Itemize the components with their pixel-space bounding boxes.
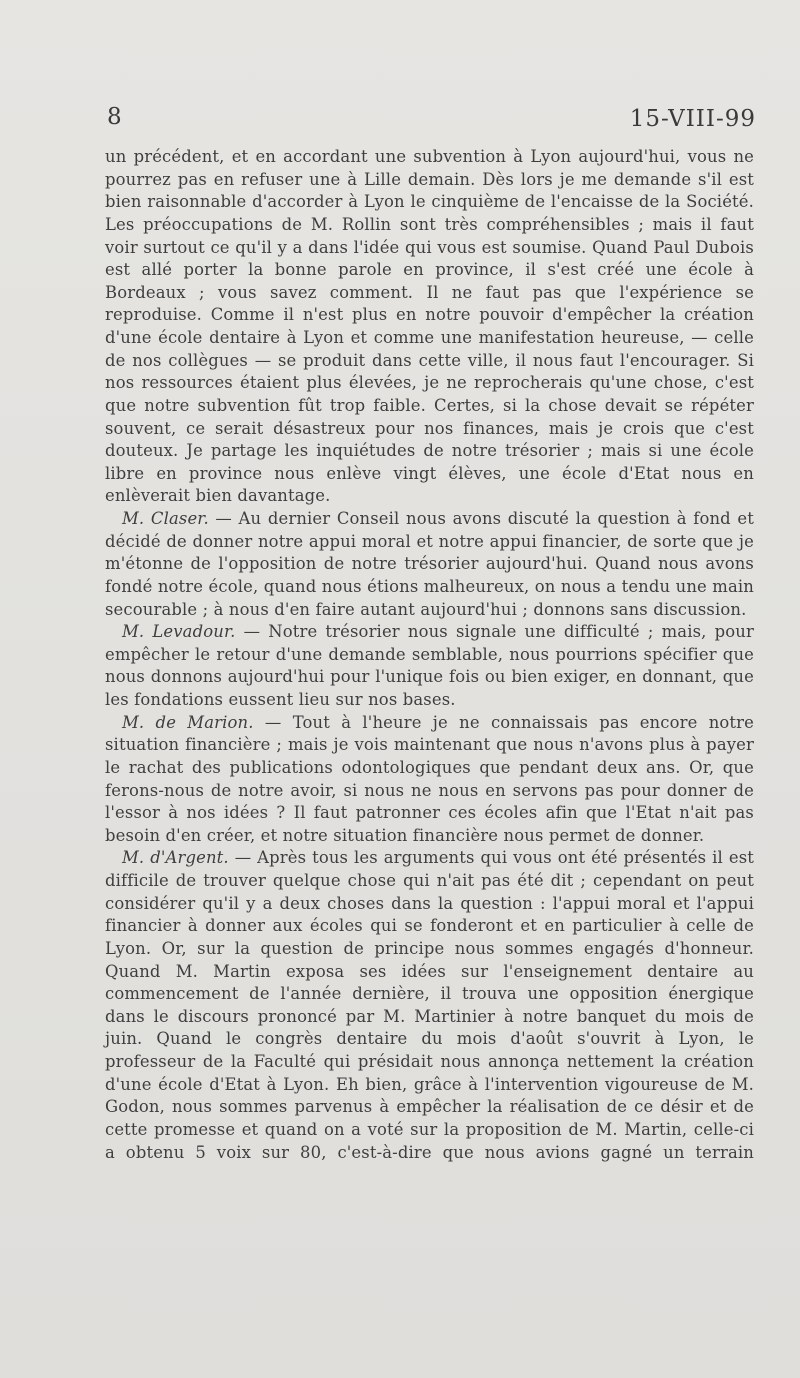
page-header — [104, 100, 756, 134]
body-text — [105, 146, 754, 1164]
session-date: 15-VIII-99 — [629, 106, 756, 132]
paragraph-text: — Tout à l'heure je ne connaissais pas encore notre situation financière ; mais je vois maintenant que nous n'avons plus à payer le rachat des publications odontologiques que pendant deux ans. Or, que ferons-nous de notre avoir, si nous ne nous en servons pas pour donner de l'essor à nos idées ? Il faut patronner ces écoles afin que l'Etat n'ait pas besoin d'en créer, et notre situation financière nous permet de donner. — [105, 712, 754, 845]
paragraph — [105, 146, 754, 508]
paragraph — [105, 508, 754, 621]
paragraph — [105, 712, 754, 848]
paragraph — [105, 621, 754, 712]
paragraph-text: un précédent, et en accordant une subvention à Lyon aujourd'hui, vous ne pourrez pas en refuser une à Lille demain. Dès lors je me demande s'il est bien raisonnable d'accorder à Lyon le cinquième de l'encaisse de la Société. Les préoccupations de M. Rollin sont très compréhensibles ; mais il faut voir surtout ce qu'il y a dans l'idée qui vous est soumise. Quand Paul Dubois est allé porter la bonne parole en province, il s'est créé une école à Bordeaux ; vous savez comment. Il ne faut pas que l'expérience se reproduise. Comme il n'est plus en notre pouvoir d'empêcher la création d'une école dentaire à Lyon et comme une manifestation heureuse, — celle de nos collègues — se produit dans cette ville, il nous faut l'encourager. Si nos ressources étaient plus élevées, je ne reprocherais qu'une chose, c'est que notre subvention fût trop faible. Certes, si la chose devait se répéter souvent, ce serait désastreux pour nos finances, mais je crois que c'est douteux. Je partage les inquiétudes de notre trésorier ; mais si une école libre en province nous enlève vingt élèves, une école d'Etat nous en enlèverait bien davantage. — [105, 147, 754, 506]
speaker-name: M. d'Argent. — [122, 848, 229, 868]
speaker-name: M. de Marion. — [122, 712, 254, 732]
paragraph-text: — Notre trésorier nous signale une difficulté ; mais, pour empêcher le retour d'une demande semblable, nous pourrions spécifier que nous donnons aujourd'hui pour l'unique fois ou bien exiger, en donnant, que les fondations eussent lieu sur nos bases. — [105, 622, 754, 709]
speaker-name: M. Claser. — [122, 509, 209, 528]
page-number: 8 — [107, 104, 122, 130]
paragraph-text: — Au dernier Conseil nous avons discuté la question à fond et décidé de donner notre appui moral et notre appui financier, de sorte que je m'étonne de l'opposition de notre trésorier aujourd'hui. Quand nous avons fondé notre école, quand nous étions malheureux, on nous a tendu une main secourable ; à nous d'en faire autant aujourd'hui ; donnons sans discussion. — [105, 509, 754, 619]
speaker-name: M. Levadour. — [122, 622, 236, 642]
paragraph — [105, 847, 754, 1164]
paragraph-text: — Après tous les arguments qui vous ont été présentés il est difficile de trouver quelque chose qui n'ait pas été dit ; cependant on peut considérer qu'il y a deux choses dans la question : l'appui moral et l'appui financier à donner aux écoles qui se fonderont et en particulier à celle de Lyon. Or, sur la question de principe nous sommes engagés d'honneur. Quand M. Martin exposa ses idées sur l'enseignement dentaire au commencement de l'année dernière, il trouva une opposition énergique dans le discours prononcé par M. Martinier à notre banquet du mois de juin. Quand le congrès dentaire du mois d'août s'ouvrit à Lyon, le professeur de la Faculté qui présidait nous annonça nettement la création d'une école d'Etat à Lyon. Eh bien, grâce à l'intervention vigoureuse de M. Godon, nous sommes parvenus à empêcher la réalisation de ce désir et de cette promesse et quand on a voté sur la proposition de M. Martin, celle-ci a obtenu 5 voix sur 80, c'est-à-dire que nous avions gagné un terrain — [105, 848, 754, 1162]
